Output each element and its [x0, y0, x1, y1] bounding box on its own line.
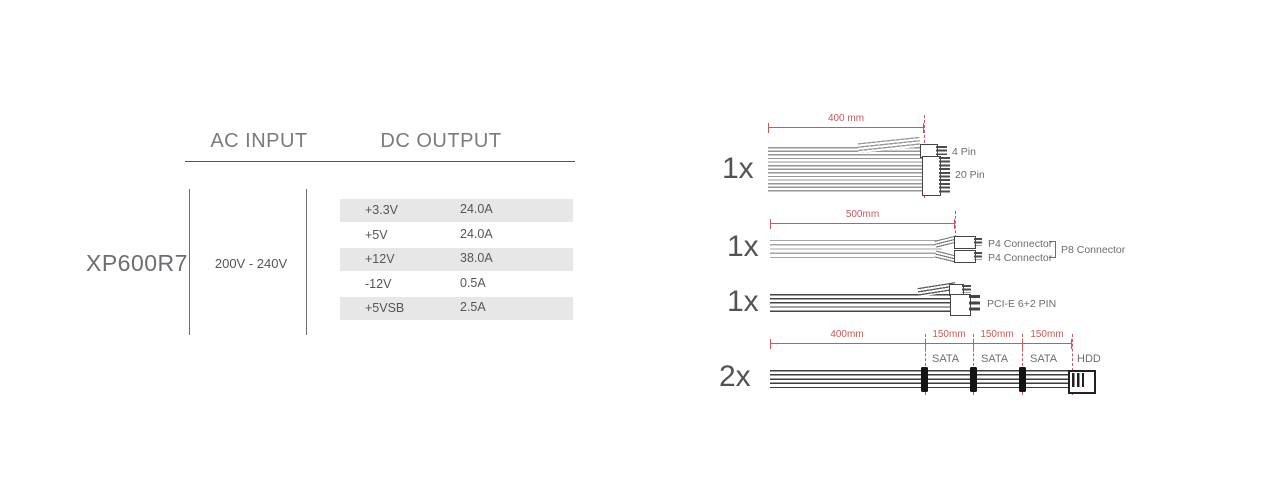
cpu-cable-quantity: 1x	[727, 230, 759, 263]
atx-20pin-label: 20 Pin	[955, 169, 985, 181]
cpu-p4-bottom-label: P4 Connector	[988, 252, 1053, 264]
table-divider-left	[189, 189, 190, 335]
sata-connector	[970, 367, 977, 392]
peripheral-segment-length: 150mm	[980, 329, 1014, 340]
table-row	[340, 273, 573, 296]
hdd-connector-pins	[1072, 373, 1084, 387]
pcie-6pin-connector-pins	[969, 295, 980, 313]
table-divider-right	[306, 189, 307, 335]
rail-label: +5VSB	[365, 301, 405, 315]
sata-connector-label: SATA	[981, 353, 1009, 365]
cpu-p4-connector-bottom	[954, 250, 976, 263]
peripheral-segment-length: 150mm	[932, 329, 966, 340]
cpu-length-label: 500mm	[845, 209, 880, 220]
dc-output-table	[340, 199, 573, 322]
rail-label: +5V	[365, 227, 388, 242]
cpu-p8-label: P8 Connector	[1061, 244, 1126, 256]
rail-label: +3.3V	[365, 203, 399, 217]
cpu-cable-band	[770, 240, 942, 259]
rail-label: -12V	[365, 276, 392, 291]
sata-connector-label: SATA	[932, 353, 960, 365]
cpu-p4-top-label: P4 Connector	[988, 238, 1053, 250]
sata-connector	[1019, 367, 1026, 392]
current-value: 2.5A	[460, 300, 486, 314]
atx-4pin-label: 4 Pin	[952, 146, 976, 158]
table-row	[340, 199, 573, 222]
dimension-tick	[770, 219, 771, 229]
model-name: XP600R7	[86, 250, 188, 276]
dimension-tick	[768, 123, 769, 133]
pcie-2pin-connector-pins	[962, 285, 971, 293]
cpu-p4-connector-top	[954, 236, 976, 249]
atx-cable-quantity: 1x	[722, 152, 754, 185]
hdd-connector-label: HDD	[1077, 353, 1101, 365]
atx-cable-band	[768, 147, 924, 193]
table-row	[340, 248, 573, 271]
pcie-connector-label: PCI-E 6+2 PIN	[987, 298, 1057, 310]
atx-4pin-connector-pins	[936, 146, 947, 155]
table-row	[340, 224, 573, 247]
table-row	[340, 297, 573, 320]
current-value: 24.0A	[460, 226, 493, 241]
peripheral-dimension-line	[770, 329, 1072, 344]
rail-label: +12V	[365, 252, 395, 266]
peripheral-segment-length: 150mm	[1030, 329, 1064, 340]
cpu-dimension-line	[770, 209, 955, 224]
current-value: 0.5A	[460, 275, 486, 290]
pcie-cable-quantity: 1x	[727, 285, 759, 318]
cpu-p4-connector-top-pins	[974, 238, 982, 246]
pcie-6pin-connector	[950, 294, 971, 316]
dimension-tick	[770, 339, 771, 349]
cpu-p8-bracket	[1049, 241, 1056, 258]
atx-dimension-line	[768, 113, 924, 128]
header-underline	[185, 161, 575, 162]
dc-output-header: DC OUTPUT	[380, 130, 502, 152]
pcie-cable-band	[770, 294, 950, 312]
current-value: 24.0A	[460, 202, 493, 216]
peripheral-cable-quantity: 2x	[719, 360, 751, 393]
cpu-dimension-dash-line	[955, 211, 956, 238]
atx-length-label: 400 mm	[827, 113, 865, 124]
current-value: 38.0A	[460, 251, 493, 265]
ac-input-header: AC INPUT	[210, 130, 308, 152]
ac-input-value: 200V - 240V	[214, 256, 288, 271]
peripheral-segment-length: 400mm	[830, 329, 864, 340]
sata-connector	[921, 367, 928, 392]
cpu-p4-connector-bottom-pins	[974, 252, 982, 260]
atx-20pin-connector-pins	[939, 157, 950, 193]
sata-connector-label: SATA	[1030, 353, 1058, 365]
